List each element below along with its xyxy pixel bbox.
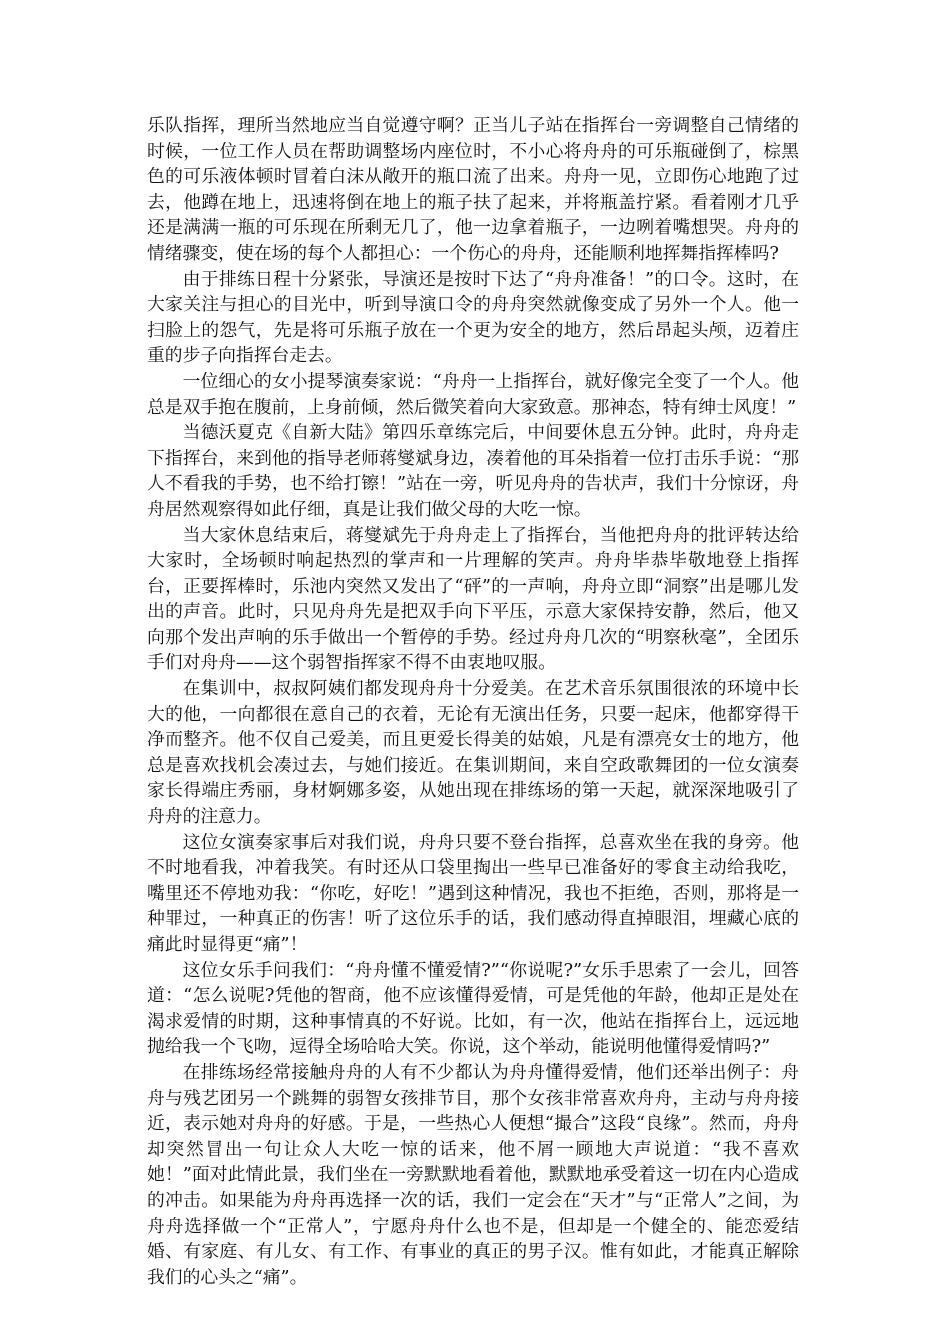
paragraph-6: 在集训中，叔叔阿姨们都发现舟舟十分爱美。在艺术音乐氛围很浓的环境中长大的他，一向都很在意自己的衣着，无论有无演出任务，只要一起床，他都穿得干净而整齐。他不仅自己爱美，而且更爱长得美的姑娘，凡是有漂亮女士的地方，他总是喜欢找机会凑过去，与她们接近。在集训期间，来自空政歌舞团的一位女演奏家长得端庄秀丽，身材婀娜多姿，从她出现在排练场的第一天起，就深深地吸引了舟舟的注意力。 [147, 678, 799, 828]
paragraph-5: 当大家休息结束后，蒋燮斌先于舟舟走上了指挥台，当他把舟舟的批评转达给大家时，全场顿时响起热烈的掌声和一片理解的笑声。舟舟毕恭毕敬地登上指挥台，正要挥棒时，乐池内突然又发出了“砰”的一声响，舟舟立即“洞察”出是哪儿发出的声音。此时，只见舟舟先是把双手向下平压，示意大家保持安静，然后，他又向那个发出声响的乐手做出一个暂停的手势。经过舟舟几次的“明察秋毫”，全团乐手们对舟舟——这个弱智指挥家不得不由衷地叹服。 [147, 524, 799, 674]
paragraph-8: 这位女乐手问我们：“舟舟懂不懂爱情?”“你说呢?”女乐手思索了一会儿，回答道：“怎么说呢?凭他的智商，他不应该懂得爱情，可是凭他的年龄，他却正是处在渴求爱情的时期，这种事情真的不好说。比如，有一次，他站在指挥台上，远远地抛给我一个飞吻，逗得全场哈哈大笑。你说，这个举动，能说明他懂得爱情吗?” [147, 959, 799, 1058]
paragraph-3: 一位细心的女小提琴演奏家说：“舟舟一上指挥台，就好像完全变了一个人。他总是双手抱在腹前，上身前倾，然后微笑着向大家致意。那神态，特有绅士风度！” [147, 370, 799, 418]
paragraph-2: 由于排练日程十分紧张，导演还是按时下达了“舟舟准备！”的口令。这时，在大家关注与担心的目光中，听到导演口令的舟舟突然就像变成了另外一个人。他一扫脸上的怨气，先是将可乐瓶子放在一个更为安全的地方，然后昂起头颅，迈着庄重的步子向指挥台走去。 [147, 268, 799, 367]
paragraph-1: 乐队指挥，理所当然地应当自觉遵守啊？正当儿子站在指挥台一旁调整自己情绪的时候，一位工作人员在帮助调整场内座位时，不小心将舟舟的可乐瓶碰倒了，棕黑色的可乐液体顿时冒着白沫从敞开的瓶口流了出来。舟舟一见，立即伤心地跑了过去，他蹲在地上，迅速将倒在地上的瓶子扶了起来，并将瓶盖拧紧。看着刚才几乎还是满满一瓶的可乐现在所剩无几了，他一边拿着瓶子，一边咧着嘴想哭。舟舟的情绪骤变，使在场的每个人都担心：一个伤心的舟舟，还能顺利地挥舞指挥棒吗? [147, 115, 799, 264]
paragraph-4: 当德沃夏克《自新大陆》第四乐章练完后，中间要休息五分钟。此时，舟舟走下指挥台，来到他的指导老师蒋燮斌身边，凑着他的耳朵指着一位打击乐手说：“那人不看我的手势，也不给打镲！”站在一旁，听见舟舟的告状声，我们十分惊讶，舟舟居然观察得如此仔细，真是让我们做父母的大吃一惊。 [147, 422, 799, 520]
paragraph-9: 在排练场经常接触舟舟的人有不少都认为舟舟懂得爱情，他们还举出例子：舟舟与残艺团另一个跳舞的弱智女孩排节目，那个女孩非常喜欢舟舟，主动与舟舟接近，表示她对舟舟的好感。于是，一些热心人便想“撮合”这段“良缘”。然而，舟舟却突然冒出一句让众人大吃一惊的话来，他不屑一顾地大声说道：“我不喜欢她！”面对此情此景，我们坐在一旁默默地看着他，默默地承受着这一切在内心造成的冲击。如果能为舟舟再选择一次的话，我们一定会在“天才”与“正常人”之间，为舟舟选择做一个“正常人”，宁愿舟舟什么也不是，但却是一个健全的、能恋爱结婚、有家庭、有儿女、有工作、有事业的真正的男子汉。惟有如此，才能真正解除我们的心头之“痛”。 [147, 1061, 799, 1288]
document-body [147, 113, 799, 1290]
paragraph-7: 这位女演奏家事后对我们说，舟舟只要不登台指挥，总喜欢坐在我的身旁。他不时地看我，冲着我笑。有时还从口袋里掏出一些早已准备好的零食主动给我吃，嘴里还不停地劝我：“你吃，好吃！”遇到这种情况，我也不拒绝，否则，那将是一种罪过，一种真正的伤害！听了这位乐手的话，我们感动得直掉眼泪，埋藏心底的痛此时显得更“痛”！ [147, 831, 799, 955]
